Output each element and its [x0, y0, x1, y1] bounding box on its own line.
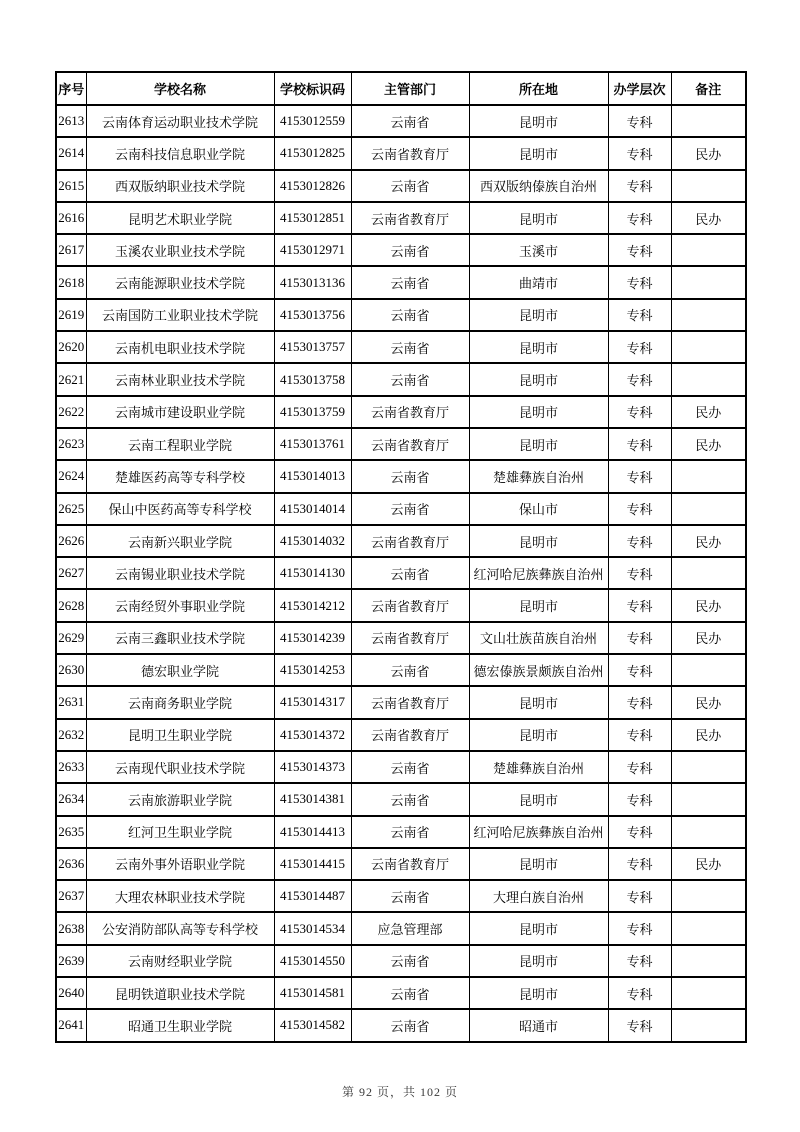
cell-level: 专科 [608, 880, 671, 912]
cell-index: 2628 [56, 589, 86, 621]
cell-note [671, 751, 746, 783]
cell-school-code: 4153014413 [274, 816, 351, 848]
cell-department: 云南省教育厅 [351, 622, 469, 654]
cell-index: 2623 [56, 428, 86, 460]
table-row [56, 686, 746, 718]
table-row [56, 460, 746, 492]
cell-location: 玉溪市 [469, 234, 608, 266]
cell-department: 应急管理部 [351, 912, 469, 944]
table-row [56, 363, 746, 395]
cell-department: 云南省 [351, 751, 469, 783]
cell-department: 云南省 [351, 977, 469, 1009]
table-row [56, 202, 746, 234]
cell-school-code: 4153014253 [274, 654, 351, 686]
cell-location: 德宏傣族景颇族自治州 [469, 654, 608, 686]
cell-school-name: 云南林业职业技术学院 [86, 363, 274, 395]
cell-note: 民办 [671, 428, 746, 460]
cell-note [671, 266, 746, 298]
cell-location: 楚雄彝族自治州 [469, 460, 608, 492]
cell-location: 昆明市 [469, 331, 608, 363]
cell-level: 专科 [608, 557, 671, 589]
table-row [56, 493, 746, 525]
cell-note: 民办 [671, 202, 746, 234]
cell-index: 2635 [56, 816, 86, 848]
cell-level: 专科 [608, 589, 671, 621]
table-row [56, 525, 746, 557]
cell-department: 云南省教育厅 [351, 428, 469, 460]
cell-note: 民办 [671, 719, 746, 751]
cell-note: 民办 [671, 396, 746, 428]
cell-level: 专科 [608, 783, 671, 815]
cell-level: 专科 [608, 816, 671, 848]
cell-department: 云南省 [351, 266, 469, 298]
cell-school-code: 4153013758 [274, 363, 351, 395]
table-row [56, 848, 746, 880]
cell-level: 专科 [608, 719, 671, 751]
col-header-location: 所在地 [469, 72, 608, 105]
table-row [56, 137, 746, 169]
cell-location: 楚雄彝族自治州 [469, 751, 608, 783]
cell-index: 2633 [56, 751, 86, 783]
cell-school-code: 4153014013 [274, 460, 351, 492]
cell-department: 云南省 [351, 945, 469, 977]
cell-index: 2615 [56, 170, 86, 202]
cell-index: 2629 [56, 622, 86, 654]
table-row [56, 783, 746, 815]
cell-school-code: 4153013757 [274, 331, 351, 363]
cell-index: 2634 [56, 783, 86, 815]
cell-school-code: 4153014372 [274, 719, 351, 751]
cell-department: 云南省 [351, 170, 469, 202]
cell-index: 2613 [56, 105, 86, 137]
cell-school-code: 4153014550 [274, 945, 351, 977]
cell-school-code: 4153012826 [274, 170, 351, 202]
cell-department: 云南省教育厅 [351, 396, 469, 428]
cell-location: 昆明市 [469, 396, 608, 428]
cell-school-code: 4153012559 [274, 105, 351, 137]
table-row [56, 654, 746, 686]
cell-school-name: 德宏职业学院 [86, 654, 274, 686]
cell-location: 西双版纳傣族自治州 [469, 170, 608, 202]
cell-location: 红河哈尼族彝族自治州 [469, 816, 608, 848]
cell-location: 昆明市 [469, 848, 608, 880]
cell-level: 专科 [608, 654, 671, 686]
cell-school-name: 昆明铁道职业技术学院 [86, 977, 274, 1009]
cell-school-code: 4153014581 [274, 977, 351, 1009]
header-row [56, 72, 746, 105]
cell-department: 云南省教育厅 [351, 686, 469, 718]
cell-index: 2630 [56, 654, 86, 686]
cell-location: 昆明市 [469, 428, 608, 460]
cell-school-name: 大理农林职业技术学院 [86, 880, 274, 912]
cell-department: 云南省教育厅 [351, 848, 469, 880]
cell-school-name: 云南锡业职业技术学院 [86, 557, 274, 589]
cell-note [671, 170, 746, 202]
cell-school-name: 云南工程职业学院 [86, 428, 274, 460]
cell-note [671, 1009, 746, 1041]
table-row [56, 105, 746, 137]
cell-index: 2636 [56, 848, 86, 880]
cell-school-code: 4153014582 [274, 1009, 351, 1041]
cell-note [671, 105, 746, 137]
cell-school-name: 云南能源职业技术学院 [86, 266, 274, 298]
cell-note: 民办 [671, 589, 746, 621]
table-row [56, 880, 746, 912]
cell-school-name: 昭通卫生职业学院 [86, 1009, 274, 1041]
cell-note [671, 880, 746, 912]
cell-school-name: 云南体育运动职业技术学院 [86, 105, 274, 137]
cell-level: 专科 [608, 460, 671, 492]
table-row [56, 170, 746, 202]
cell-department: 云南省 [351, 1009, 469, 1041]
cell-level: 专科 [608, 977, 671, 1009]
cell-department: 云南省教育厅 [351, 202, 469, 234]
cell-department: 云南省 [351, 816, 469, 848]
cell-level: 专科 [608, 266, 671, 298]
cell-school-code: 4153014487 [274, 880, 351, 912]
cell-school-code: 4153013136 [274, 266, 351, 298]
cell-department: 云南省教育厅 [351, 719, 469, 751]
cell-note [671, 557, 746, 589]
cell-index: 2639 [56, 945, 86, 977]
col-header-department: 主管部门 [351, 72, 469, 105]
cell-school-name: 西双版纳职业技术学院 [86, 170, 274, 202]
cell-department: 云南省教育厅 [351, 137, 469, 169]
cell-note [671, 460, 746, 492]
cell-location: 昆明市 [469, 202, 608, 234]
cell-school-code: 4153014130 [274, 557, 351, 589]
table-header [56, 72, 746, 105]
cell-school-code: 4153014212 [274, 589, 351, 621]
cell-school-code: 4153012825 [274, 137, 351, 169]
cell-department: 云南省 [351, 654, 469, 686]
cell-location: 昆明市 [469, 977, 608, 1009]
table-row [56, 751, 746, 783]
cell-location: 昆明市 [469, 912, 608, 944]
cell-department: 云南省 [351, 460, 469, 492]
cell-department: 云南省教育厅 [351, 525, 469, 557]
cell-department: 云南省 [351, 493, 469, 525]
cell-index: 2616 [56, 202, 86, 234]
cell-department: 云南省教育厅 [351, 589, 469, 621]
cell-index: 2625 [56, 493, 86, 525]
cell-location: 红河哈尼族彝族自治州 [469, 557, 608, 589]
cell-level: 专科 [608, 396, 671, 428]
table-row [56, 977, 746, 1009]
cell-level: 专科 [608, 848, 671, 880]
cell-school-name: 云南新兴职业学院 [86, 525, 274, 557]
cell-location: 昆明市 [469, 105, 608, 137]
cell-department: 云南省 [351, 557, 469, 589]
cell-school-code: 4153014032 [274, 525, 351, 557]
cell-school-name: 云南旅游职业学院 [86, 783, 274, 815]
cell-school-code: 4153014415 [274, 848, 351, 880]
cell-school-name: 云南科技信息职业学院 [86, 137, 274, 169]
cell-note [671, 493, 746, 525]
cell-note [671, 331, 746, 363]
cell-location: 昆明市 [469, 525, 608, 557]
cell-department: 云南省 [351, 363, 469, 395]
table-row [56, 912, 746, 944]
cell-level: 专科 [608, 428, 671, 460]
cell-department: 云南省 [351, 783, 469, 815]
cell-school-name: 云南城市建设职业学院 [86, 396, 274, 428]
cell-index: 2614 [56, 137, 86, 169]
cell-school-code: 4153014317 [274, 686, 351, 718]
cell-school-name: 公安消防部队高等专科学校 [86, 912, 274, 944]
cell-index: 2626 [56, 525, 86, 557]
school-list-table [55, 71, 747, 1043]
cell-note [671, 363, 746, 395]
cell-department: 云南省 [351, 105, 469, 137]
col-header-school-name: 学校名称 [86, 72, 274, 105]
cell-department: 云南省 [351, 299, 469, 331]
cell-note [671, 234, 746, 266]
cell-level: 专科 [608, 234, 671, 266]
cell-index: 2640 [56, 977, 86, 1009]
page-number-footer: 第 92 页，共 102 页 [341, 1085, 458, 1099]
table-row [56, 622, 746, 654]
cell-department: 云南省 [351, 234, 469, 266]
cell-department: 云南省 [351, 331, 469, 363]
cell-school-name: 保山中医药高等专科学校 [86, 493, 274, 525]
table-body [56, 105, 746, 1042]
cell-level: 专科 [608, 299, 671, 331]
cell-school-code: 4153013756 [274, 299, 351, 331]
cell-note [671, 977, 746, 1009]
cell-note [671, 783, 746, 815]
cell-note [671, 816, 746, 848]
table-row [56, 719, 746, 751]
cell-level: 专科 [608, 363, 671, 395]
cell-level: 专科 [608, 751, 671, 783]
table-row [56, 1009, 746, 1041]
cell-level: 专科 [608, 525, 671, 557]
cell-location: 昆明市 [469, 363, 608, 395]
col-header-school-code: 学校标识码 [274, 72, 351, 105]
cell-location: 大理白族自治州 [469, 880, 608, 912]
cell-school-name: 楚雄医药高等专科学校 [86, 460, 274, 492]
cell-index: 2621 [56, 363, 86, 395]
cell-level: 专科 [608, 137, 671, 169]
table-row [56, 945, 746, 977]
cell-index: 2632 [56, 719, 86, 751]
cell-school-name: 昆明艺术职业学院 [86, 202, 274, 234]
cell-level: 专科 [608, 622, 671, 654]
cell-level: 专科 [608, 493, 671, 525]
cell-index: 2618 [56, 266, 86, 298]
cell-level: 专科 [608, 105, 671, 137]
cell-school-code: 4153012851 [274, 202, 351, 234]
cell-note [671, 945, 746, 977]
cell-index: 2622 [56, 396, 86, 428]
table-row [56, 331, 746, 363]
cell-level: 专科 [608, 945, 671, 977]
cell-note: 民办 [671, 848, 746, 880]
cell-location: 保山市 [469, 493, 608, 525]
cell-school-code: 4153014534 [274, 912, 351, 944]
cell-school-code: 4153013761 [274, 428, 351, 460]
cell-school-name: 云南机电职业技术学院 [86, 331, 274, 363]
cell-index: 2617 [56, 234, 86, 266]
cell-index: 2624 [56, 460, 86, 492]
cell-school-code: 4153012971 [274, 234, 351, 266]
col-header-index: 序号 [56, 72, 86, 105]
cell-note [671, 654, 746, 686]
cell-location: 昆明市 [469, 686, 608, 718]
cell-school-code: 4153014373 [274, 751, 351, 783]
cell-level: 专科 [608, 1009, 671, 1041]
cell-level: 专科 [608, 202, 671, 234]
table-row [56, 299, 746, 331]
cell-note: 民办 [671, 137, 746, 169]
cell-index: 2627 [56, 557, 86, 589]
cell-index: 2641 [56, 1009, 86, 1041]
cell-index: 2620 [56, 331, 86, 363]
cell-location: 昆明市 [469, 783, 608, 815]
cell-location: 昆明市 [469, 299, 608, 331]
cell-note: 民办 [671, 686, 746, 718]
cell-level: 专科 [608, 170, 671, 202]
cell-location: 昆明市 [469, 719, 608, 751]
cell-school-name: 云南现代职业技术学院 [86, 751, 274, 783]
cell-note: 民办 [671, 622, 746, 654]
table-row [56, 557, 746, 589]
cell-school-name: 云南财经职业学院 [86, 945, 274, 977]
cell-school-code: 4153013759 [274, 396, 351, 428]
cell-note [671, 912, 746, 944]
cell-school-name: 昆明卫生职业学院 [86, 719, 274, 751]
col-header-level: 办学层次 [608, 72, 671, 105]
cell-level: 专科 [608, 912, 671, 944]
cell-note: 民办 [671, 525, 746, 557]
cell-department: 云南省 [351, 880, 469, 912]
cell-school-code: 4153014014 [274, 493, 351, 525]
cell-school-name: 红河卫生职业学院 [86, 816, 274, 848]
cell-school-name: 云南商务职业学院 [86, 686, 274, 718]
cell-level: 专科 [608, 331, 671, 363]
cell-location: 昭通市 [469, 1009, 608, 1041]
cell-school-name: 云南外事外语职业学院 [86, 848, 274, 880]
cell-location: 曲靖市 [469, 266, 608, 298]
cell-school-name: 玉溪农业职业技术学院 [86, 234, 274, 266]
cell-index: 2637 [56, 880, 86, 912]
cell-school-code: 4153014381 [274, 783, 351, 815]
cell-school-name: 云南经贸外事职业学院 [86, 589, 274, 621]
table-row [56, 234, 746, 266]
table-row [56, 266, 746, 298]
cell-index: 2631 [56, 686, 86, 718]
cell-location: 昆明市 [469, 945, 608, 977]
cell-school-code: 4153014239 [274, 622, 351, 654]
cell-school-name: 云南三鑫职业技术学院 [86, 622, 274, 654]
table-row [56, 428, 746, 460]
cell-location: 昆明市 [469, 137, 608, 169]
table-row [56, 396, 746, 428]
col-header-note: 备注 [671, 72, 746, 105]
cell-note [671, 299, 746, 331]
table-row [56, 589, 746, 621]
cell-location: 昆明市 [469, 589, 608, 621]
cell-index: 2619 [56, 299, 86, 331]
cell-index: 2638 [56, 912, 86, 944]
table-row [56, 816, 746, 848]
cell-level: 专科 [608, 686, 671, 718]
cell-school-name: 云南国防工业职业技术学院 [86, 299, 274, 331]
cell-location: 文山壮族苗族自治州 [469, 622, 608, 654]
